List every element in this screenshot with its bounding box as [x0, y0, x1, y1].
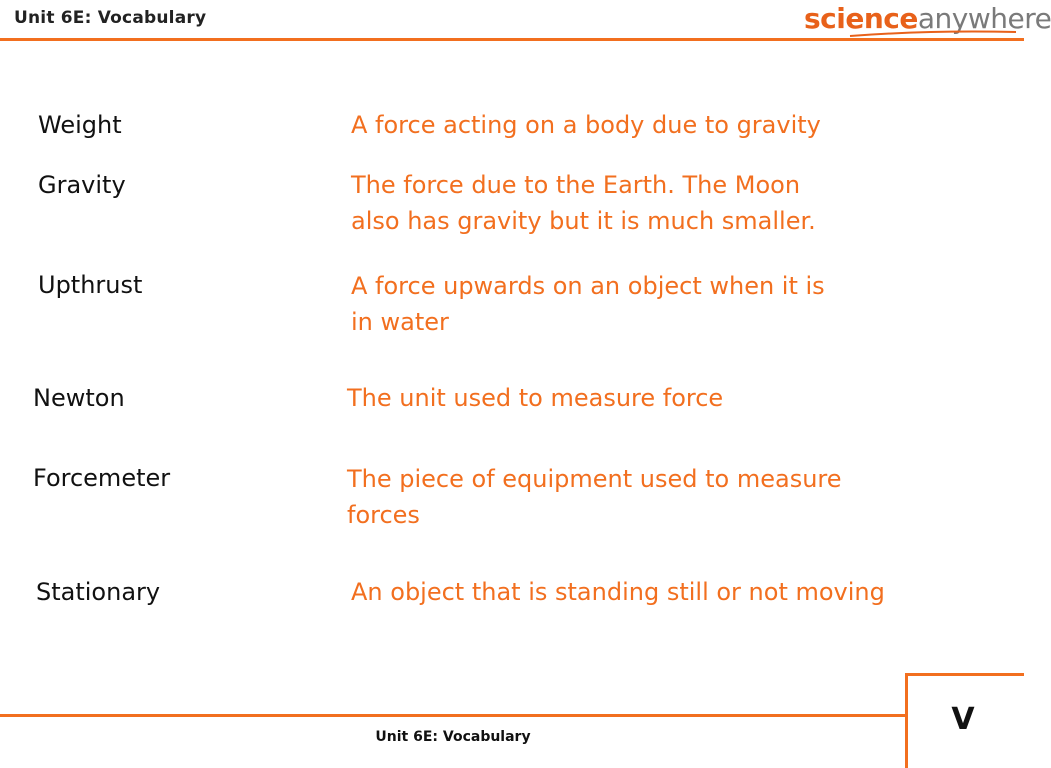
logo-swoosh-icon — [850, 28, 1016, 38]
section-letter: V — [951, 702, 975, 737]
definition-forcemeter: The piece of equipment used to measure forces — [347, 465, 842, 529]
term-gravity: Gravity — [38, 171, 126, 199]
definition-weight: A force acting on a body due to gravity — [351, 111, 821, 139]
term-stationary: Stationary — [36, 578, 161, 606]
footer-divider — [0, 714, 906, 717]
header-divider — [0, 38, 1024, 41]
term-newton: Newton — [33, 384, 125, 412]
definition-gravity: The force due to the Earth. The Moon also has gravity but it is much smaller. — [351, 171, 816, 235]
header-title: Unit 6E: Vocabulary — [14, 8, 207, 28]
corner-box-top-border — [905, 673, 1024, 676]
definition-upthrust: A force upwards on an object when it is in water — [351, 272, 825, 336]
logo-text-anywhere: anywhere — [917, 2, 1051, 35]
definition-newton: The unit used to measure force — [347, 384, 724, 412]
footer-title: Unit 6E: Vocabulary — [375, 729, 531, 745]
science-anywhere-logo — [804, 2, 1051, 38]
definition-stationary: An object that is standing still or not moving — [351, 578, 885, 606]
logo-text-science: science — [804, 2, 918, 35]
term-upthrust: Upthrust — [38, 271, 143, 299]
term-weight: Weight — [38, 111, 122, 139]
term-forcemeter: Forcemeter — [33, 464, 171, 492]
